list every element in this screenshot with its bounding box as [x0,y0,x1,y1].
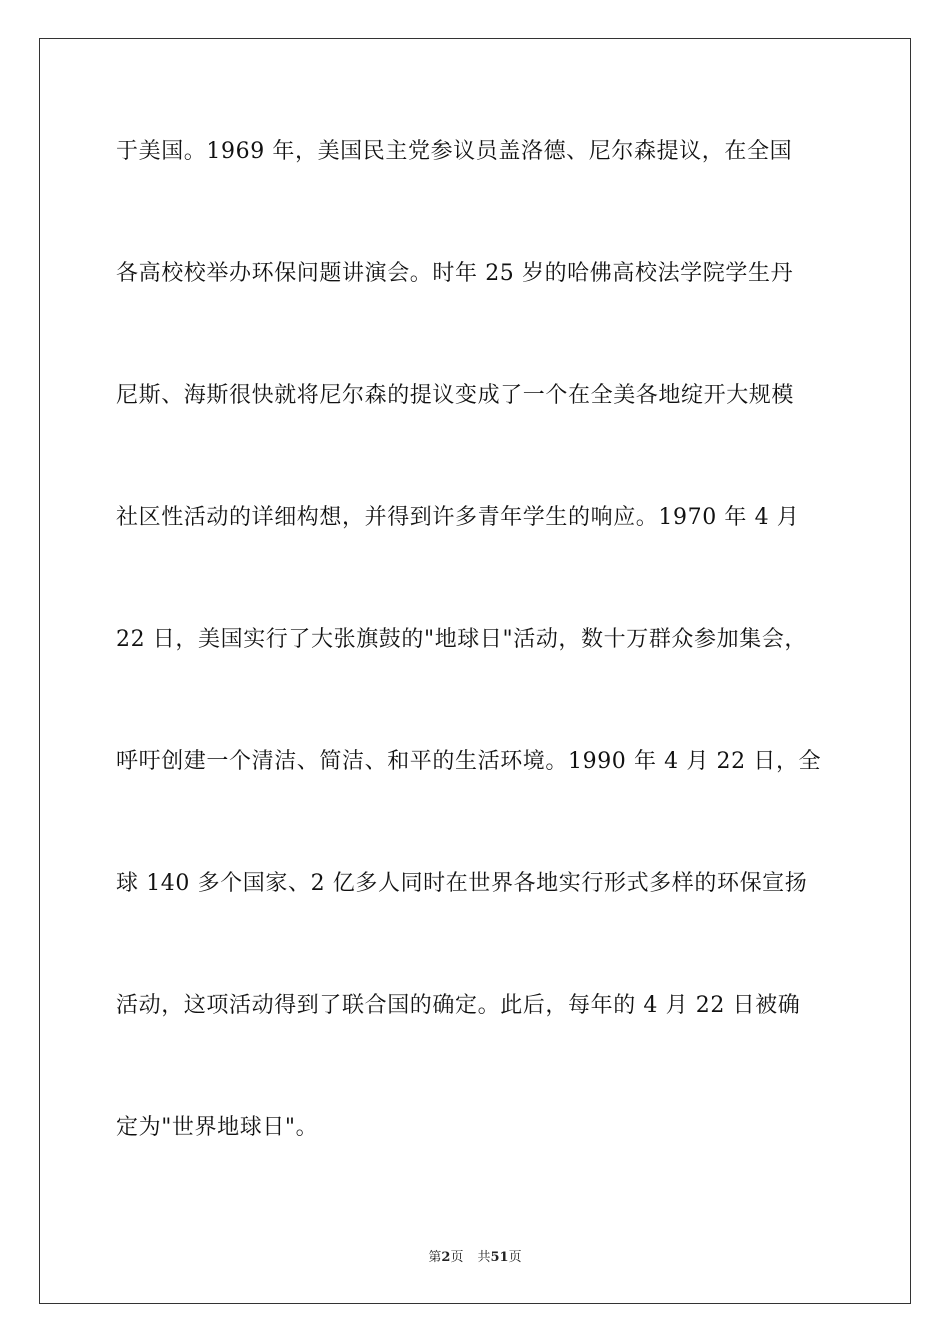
text-line: 活动，这项活动得到了联合国的确定。此后，每年的 4 月 22 日被确 [116,993,801,1018]
page-prefix: 第 [428,1250,442,1265]
page-suffix: 页 [450,1250,464,1265]
text-line: 社区性活动的详细构想，并得到许多青年学生的响应。1970 年 4 月 [116,505,800,530]
text-line: 球 140 多个国家、2 亿多人同时在世界各地实行形式多样的环保宣扬 [116,871,808,896]
text-line: 于美国。1969 年，美国民主党参议员盖洛德、尼尔森提议，在全国 [116,139,793,164]
total-prefix: 共 [477,1250,491,1265]
text-line: 各高校校举办环保问题讲演会。时年 25 岁的哈佛高校法学院学生丹 [116,261,794,286]
text-line: 尼斯、海斯很快就将尼尔森的提议变成了一个在全美各地绽开大规模 [116,383,795,408]
page-number: 2 [441,1250,451,1265]
page-footer [0,1249,950,1267]
text-line: 呼吁创建一个清洁、简洁、和平的生活环境。1990 年 4 月 22 日，全 [116,749,822,774]
total-suffix: 页 [508,1250,522,1265]
total-pages: 51 [490,1250,509,1265]
text-line: 22 日，美国实行了大张旗鼓的"地球日"活动，数十万群众参加集会， [116,627,808,652]
text-line: 定为"世界地球日"。 [116,1115,319,1140]
